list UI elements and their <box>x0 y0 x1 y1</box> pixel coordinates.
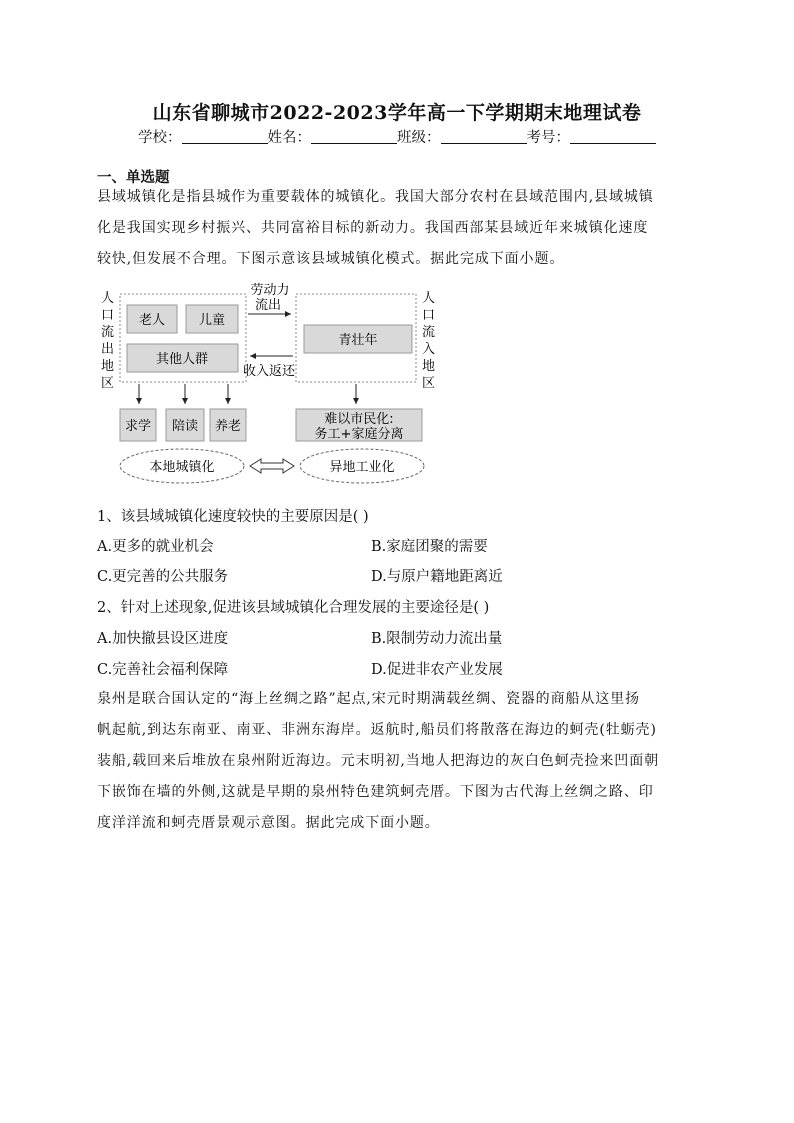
double-arrow <box>250 459 294 473</box>
outflow-label-char: 口 <box>101 308 115 323</box>
elder-label: 老人 <box>138 313 166 328</box>
q2-option-b[interactable]: B.限制劳动力流出量 <box>371 631 503 647</box>
q1-option-d[interactable]: D.与原户籍地距离近 <box>371 569 503 585</box>
hard-citizenize-label: 难以市民化: <box>324 412 394 427</box>
name-label: 姓名： <box>267 130 311 146</box>
passage-2 <box>97 684 701 839</box>
passage-line: 较快,但发展不合理。下图示意该县域城镇化模式。据此完成下面小题。 <box>97 251 565 267</box>
q2-option-c[interactable]: C.完善社会福利保障 <box>97 662 229 678</box>
inflow-label-char: 区 <box>422 376 436 391</box>
inflow-label-char: 人 <box>422 291 436 306</box>
page-title: 山东省聊城市2022-2023学年高一下学期期末地理试卷 <box>152 102 642 124</box>
inflow-label-char: 地 <box>422 359 436 374</box>
class-label: 班级： <box>397 130 441 146</box>
passage-line: 县域城镇化是指县城作为重要载体的城镇化。我国大部分农村在县域范围内,县域城镇 <box>97 189 654 205</box>
urbanization-diagram <box>97 280 437 492</box>
number-label: 考号： <box>526 130 570 146</box>
student-info-line <box>0 126 794 147</box>
labor-outflow-label: 劳动力 <box>250 283 290 298</box>
question-2: 2、针对上述现象,促进该县域城镇化合理发展的主要途径是( ) <box>97 600 490 616</box>
outflow-region-label <box>101 291 114 391</box>
inflow-label-char: 入 <box>422 342 436 357</box>
q1-option-a[interactable]: A.更多的就业机会 <box>97 539 214 555</box>
passage-line: 泉州是联合国认定的“海上丝绸之路”起点,宋元时期满载丝绸、瓷器的商船从这里扬 <box>97 691 640 707</box>
passage-1 <box>97 182 701 275</box>
inflow-label-char: 口 <box>422 308 436 323</box>
passage-line: 装船,载回来后堆放在泉州附近海边。元末明初,当地人把海边的灰白色蚵壳捡来凹面朝 <box>97 753 659 769</box>
outflow-label-char: 人 <box>101 291 115 306</box>
q2-option-a[interactable]: A.加快撤县设区进度 <box>97 631 229 647</box>
inflow-label-char: 流 <box>422 325 436 340</box>
q2-option-d[interactable]: D.促进非农产业发展 <box>371 662 503 678</box>
section-heading: 一、单选题 <box>97 169 170 186</box>
income-return-label: 收入返还 <box>242 364 296 379</box>
school-label: 学校： <box>138 130 182 146</box>
passage-line: 化是我国实现乡村振兴、共同富裕目标的新动力。我国西部某县域近年来城镇化速度 <box>97 220 649 236</box>
number-blank[interactable] <box>570 129 656 144</box>
q1-option-b[interactable]: B.家庭团聚的需要 <box>371 539 488 555</box>
local-urbanization-label: 本地城镇化 <box>149 460 215 475</box>
school-blank[interactable] <box>182 129 268 144</box>
study-label: 求学 <box>124 419 152 434</box>
remote-industrialization-label: 异地工业化 <box>329 460 395 475</box>
q1-option-c[interactable]: C.更完善的公共服务 <box>97 569 229 585</box>
passage-line: 下嵌饰在墙的外侧,这就是早期的泉州特色建筑蚵壳厝。下图为古代海上丝绸之路、印 <box>97 784 654 800</box>
passage-line: 度洋洋流和蚵壳厝景观示意图。据此完成下面小题。 <box>97 815 440 831</box>
youth-label: 青壮年 <box>338 333 378 348</box>
labor-outflow-label-2: 流出 <box>254 298 282 313</box>
children-label: 儿童 <box>198 313 226 328</box>
outflow-label-char: 地 <box>101 359 115 374</box>
outflow-label-char: 流 <box>101 325 115 340</box>
hard-citizenize-label-2: 务工+家庭分离 <box>314 427 404 442</box>
retire-label: 养老 <box>214 419 242 434</box>
name-blank[interactable] <box>311 129 397 144</box>
outflow-label-char: 区 <box>101 376 115 391</box>
others-label: 其他人群 <box>155 352 209 367</box>
passage-line: 帆起航,到达东南亚、南亚、非洲东海岸。返航时,船员们将散落在海边的蚵壳(牡蛎壳) <box>97 722 657 738</box>
class-blank[interactable] <box>441 129 527 144</box>
outflow-label-char: 出 <box>101 342 115 357</box>
inflow-region-label <box>422 291 435 391</box>
accompany-label: 陪读 <box>171 419 199 434</box>
question-1: 1、该县域城镇化速度较快的主要原因是( ) <box>97 509 369 525</box>
